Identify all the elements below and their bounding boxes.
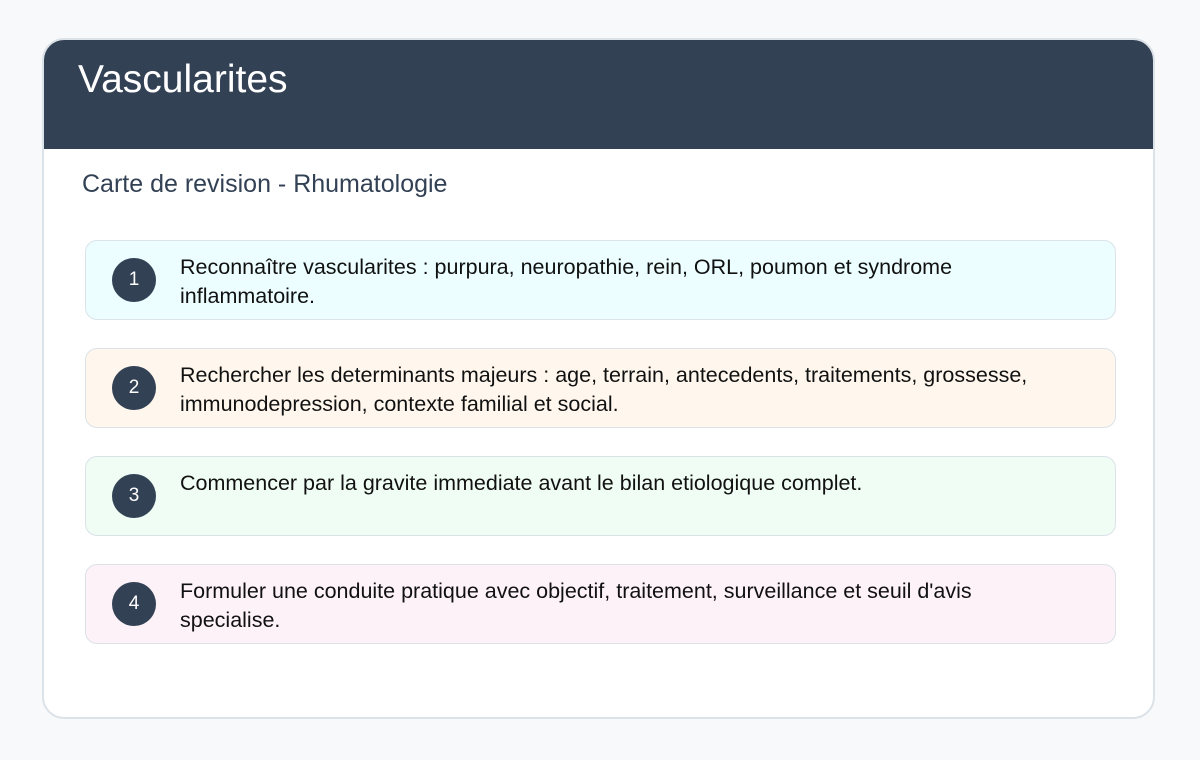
item-text: Formuler une conduite pratique avec objectif, traitement, surveillance et seuil d'avis specialise.	[180, 579, 972, 632]
card-subtitle: Carte de revision - Rhumatologie	[82, 170, 448, 198]
revision-card	[42, 38, 1155, 719]
list-item-2	[85, 348, 1116, 428]
page-title: Vascularites	[78, 58, 288, 101]
card-header	[42, 38, 1155, 149]
item-text: Rechercher les determinants majeurs : age, terrain, antecedents, traitements, grossesse, immunodepression, contexte familial et social.	[180, 363, 1028, 416]
list-item-4	[85, 564, 1116, 644]
list-item-3	[85, 456, 1116, 536]
list-item-1	[85, 240, 1116, 320]
item-text: Commencer par la gravite immediate avant le bilan etiologique complet.	[180, 471, 863, 495]
item-text: Reconnaître vascularites : purpura, neuropathie, rein, ORL, poumon et syndrome inflammatoire.	[180, 255, 953, 308]
item-number-badge: 3	[112, 474, 156, 518]
item-number-badge: 4	[112, 582, 156, 626]
item-number-badge: 1	[112, 258, 156, 302]
item-number-badge: 2	[112, 366, 156, 410]
